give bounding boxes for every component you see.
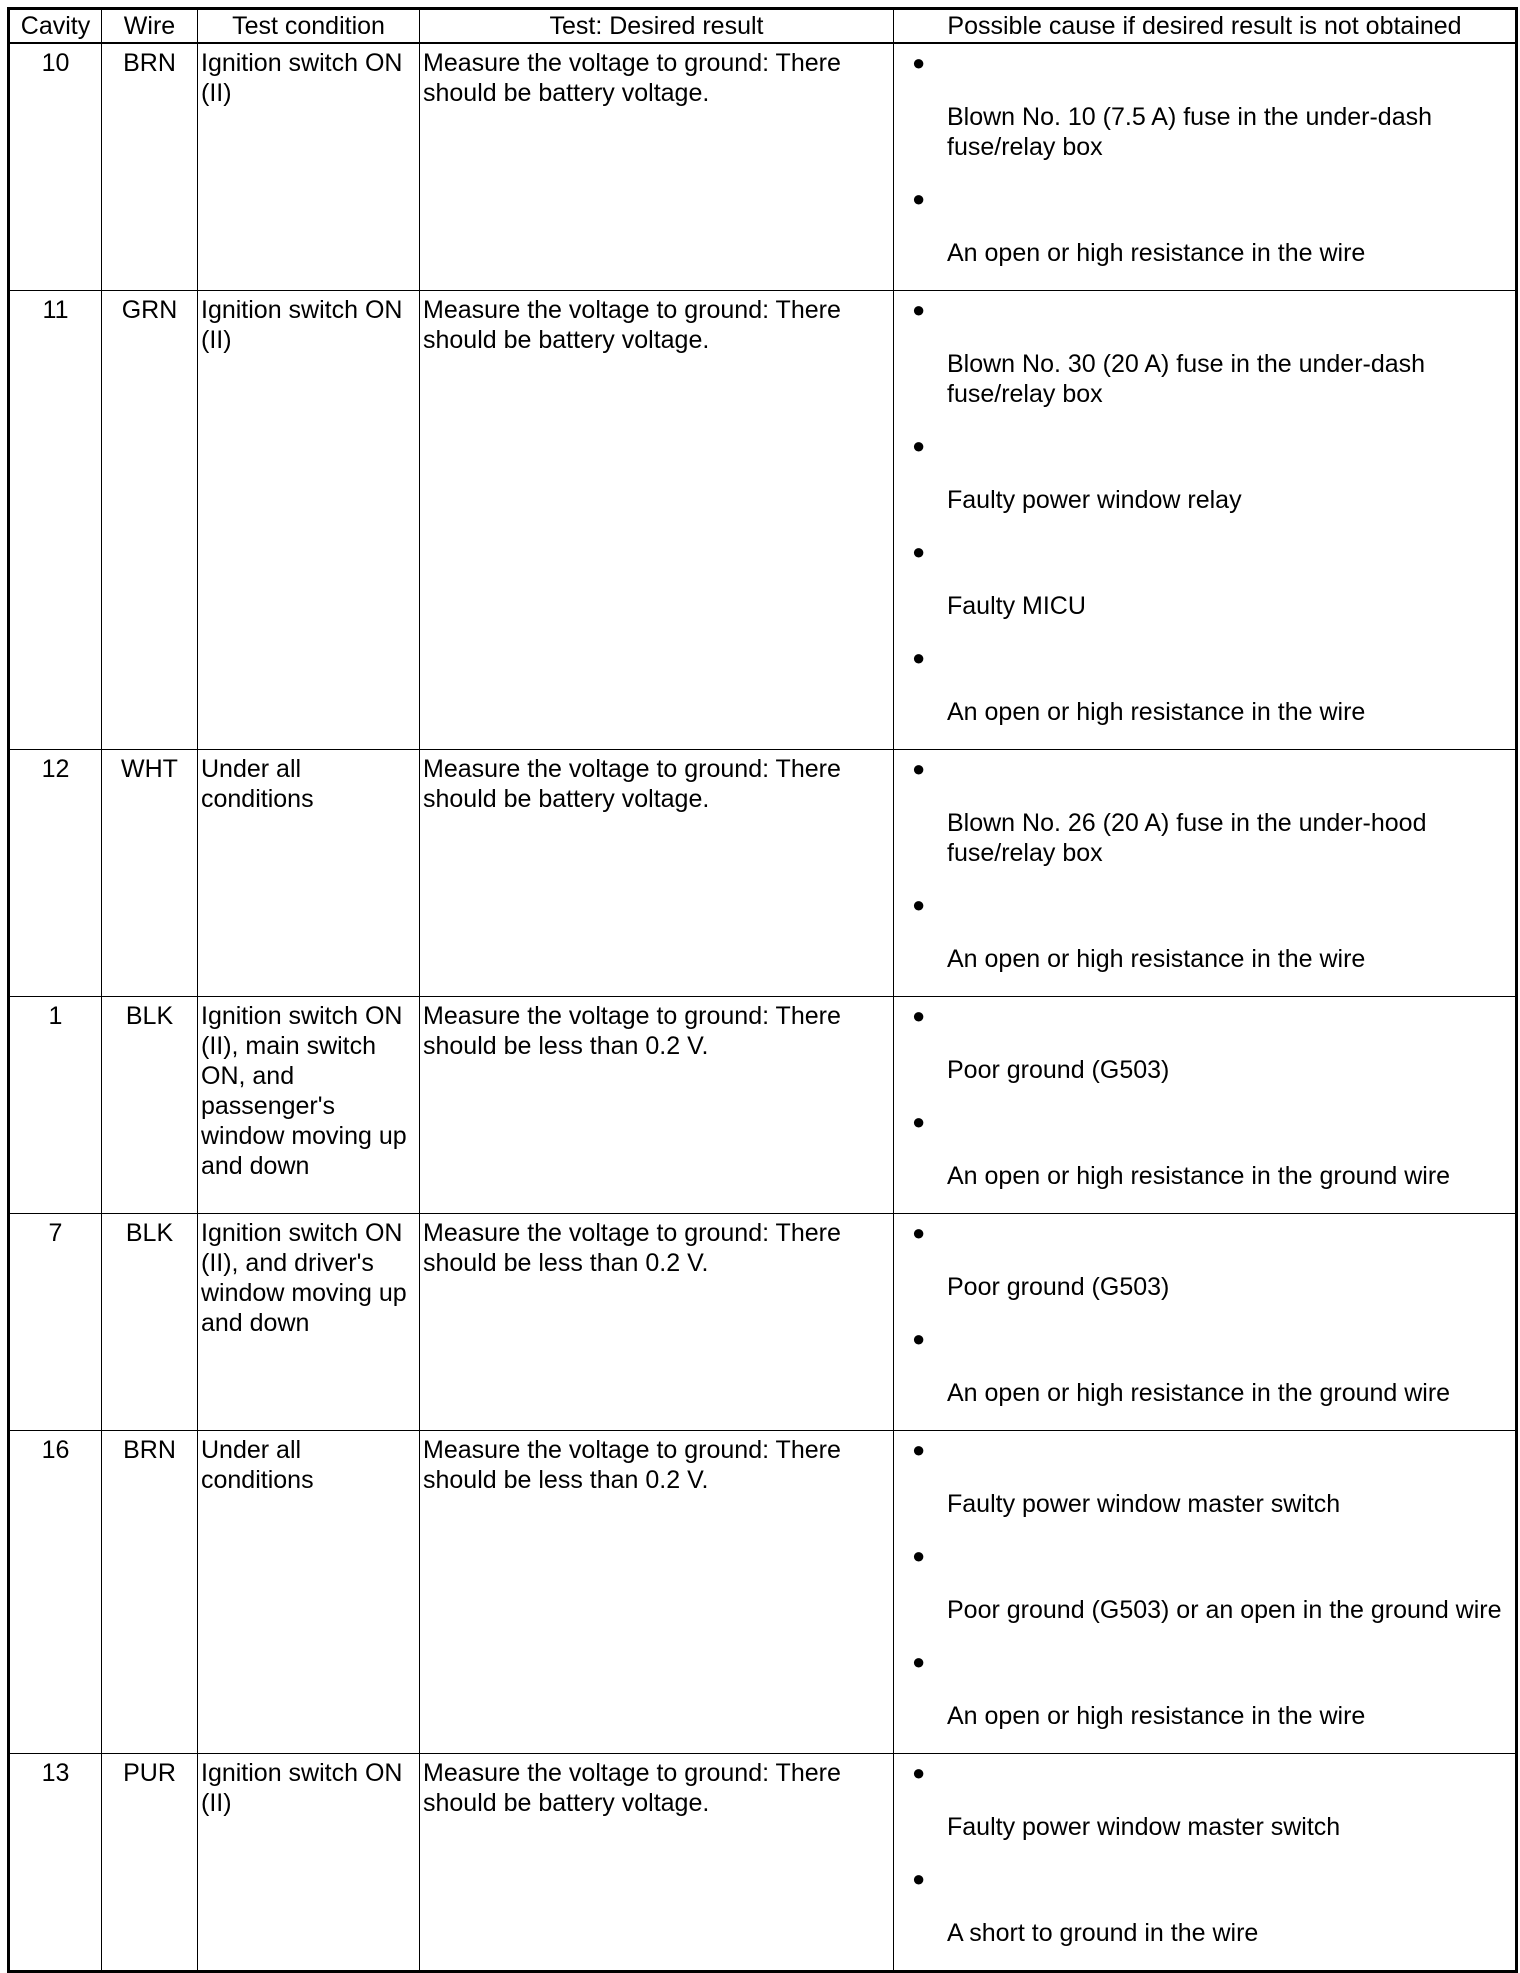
table-header-row bbox=[9, 9, 1517, 44]
cause-item bbox=[912, 295, 1507, 409]
cause-text: Blown No. 26 (20 A) fuse in the under-hood fuse/relay box bbox=[947, 809, 1427, 867]
test-result-cell: Measure the voltage to ground: There should be battery voltage. bbox=[420, 750, 894, 997]
bullet-icon: ● bbox=[912, 1437, 926, 1462]
cause-item bbox=[912, 643, 1507, 727]
table-row bbox=[9, 43, 1517, 291]
cavity-cell: 12 bbox=[9, 750, 102, 997]
cause-text: A short to ground in the wire bbox=[947, 1919, 1259, 1947]
test-condition-cell: Under all conditions bbox=[198, 1431, 420, 1754]
cause-item bbox=[912, 48, 1507, 162]
table-row bbox=[9, 1431, 1517, 1754]
bullet-icon: ● bbox=[912, 433, 926, 458]
possible-cause-cell bbox=[894, 1214, 1517, 1431]
cause-text: Poor ground (G503) or an open in the ground wire bbox=[947, 1596, 1502, 1624]
bullet-icon: ● bbox=[912, 186, 926, 211]
cause-item bbox=[912, 1218, 1507, 1302]
test-condition-cell: Ignition switch ON (II), main switch ON, and passenger's window moving up and down bbox=[198, 997, 420, 1214]
cause-text: An open or high resistance in the ground wire bbox=[947, 1379, 1451, 1407]
wire-cell: WHT bbox=[102, 750, 198, 997]
test-condition-cell: Ignition switch ON (II) bbox=[198, 291, 420, 750]
cause-item bbox=[912, 890, 1507, 974]
cause-text: Blown No. 30 (20 A) fuse in the under-dash fuse/relay box bbox=[947, 350, 1426, 408]
wire-cell: BRN bbox=[102, 1431, 198, 1754]
document-sheet bbox=[7, 7, 1515, 1947]
wire-cell: BLK bbox=[102, 1214, 198, 1431]
table-row bbox=[9, 1214, 1517, 1431]
cavity-cell: 16 bbox=[9, 1431, 102, 1754]
cause-text: An open or high resistance in the wire bbox=[947, 945, 1366, 973]
cause-text: Faulty power window relay bbox=[947, 486, 1242, 514]
cause-item bbox=[912, 1324, 1507, 1408]
cause-text: Faulty power window master switch bbox=[947, 1813, 1341, 1841]
bullet-icon: ● bbox=[912, 1760, 926, 1785]
test-result-cell: Measure the voltage to ground: There should be battery voltage. bbox=[420, 43, 894, 291]
cause-text: Blown No. 10 (7.5 A) fuse in the under-dash fuse/relay box bbox=[947, 103, 1433, 161]
bullet-icon: ● bbox=[912, 645, 926, 670]
wire-cell: GRN bbox=[102, 291, 198, 750]
cause-text: Poor ground (G503) bbox=[947, 1056, 1170, 1084]
cavity-cell: 7 bbox=[9, 1214, 102, 1431]
possible-cause-cell bbox=[894, 43, 1517, 291]
cavity-cell: 13 bbox=[9, 1754, 102, 1972]
possible-cause-cell bbox=[894, 997, 1517, 1214]
test-result-cell: Measure the voltage to ground: There should be less than 0.2 V. bbox=[420, 1431, 894, 1754]
cause-item bbox=[912, 754, 1507, 868]
test-condition-cell: Ignition switch ON (II) bbox=[198, 1754, 420, 1972]
wire-cell: BLK bbox=[102, 997, 198, 1214]
test-condition-cell: Ignition switch ON (II) bbox=[198, 43, 420, 291]
test-result-cell: Measure the voltage to ground: There should be battery voltage. bbox=[420, 291, 894, 750]
cause-item bbox=[912, 1864, 1507, 1948]
diagnostic-table bbox=[7, 7, 1518, 1973]
cause-item bbox=[912, 1107, 1507, 1191]
bullet-icon: ● bbox=[912, 1866, 926, 1891]
header-test-result: Test: Desired result bbox=[420, 9, 894, 44]
cause-text: Faulty MICU bbox=[947, 592, 1086, 620]
cause-item bbox=[912, 1758, 1507, 1842]
test-result-cell: Measure the voltage to ground: There should be battery voltage. bbox=[420, 1754, 894, 1972]
cause-text: An open or high resistance in the wire bbox=[947, 239, 1366, 267]
bullet-icon: ● bbox=[912, 539, 926, 564]
bullet-icon: ● bbox=[912, 1543, 926, 1568]
bullet-icon: ● bbox=[912, 892, 926, 917]
test-result-cell: Measure the voltage to ground: There should be less than 0.2 V. bbox=[420, 997, 894, 1214]
header-cavity: Cavity bbox=[9, 9, 102, 44]
table-row bbox=[9, 291, 1517, 750]
cause-text: An open or high resistance in the wire bbox=[947, 698, 1366, 726]
cavity-cell: 11 bbox=[9, 291, 102, 750]
cause-item bbox=[912, 184, 1507, 268]
cause-item bbox=[912, 431, 1507, 515]
cause-item bbox=[912, 1435, 1507, 1519]
header-possible-cause: Possible cause if desired result is not obtained bbox=[894, 9, 1517, 44]
test-condition-cell: Under all conditions bbox=[198, 750, 420, 997]
cause-item bbox=[912, 1541, 1507, 1625]
bullet-icon: ● bbox=[912, 756, 926, 781]
bullet-icon: ● bbox=[912, 1220, 926, 1245]
cause-item bbox=[912, 1001, 1507, 1085]
possible-cause-cell bbox=[894, 1431, 1517, 1754]
bullet-icon: ● bbox=[912, 1649, 926, 1674]
bullet-icon: ● bbox=[912, 297, 926, 322]
table-row bbox=[9, 750, 1517, 997]
cause-text: Poor ground (G503) bbox=[947, 1273, 1170, 1301]
bullet-icon: ● bbox=[912, 1326, 926, 1351]
bullet-icon: ● bbox=[912, 1003, 926, 1028]
cause-item bbox=[912, 537, 1507, 621]
header-wire: Wire bbox=[102, 9, 198, 44]
possible-cause-cell bbox=[894, 291, 1517, 750]
cause-item bbox=[912, 1647, 1507, 1731]
cavity-cell: 1 bbox=[9, 997, 102, 1214]
cause-text: An open or high resistance in the wire bbox=[947, 1702, 1366, 1730]
test-result-cell: Measure the voltage to ground: There should be less than 0.2 V. bbox=[420, 1214, 894, 1431]
header-test-condition: Test condition bbox=[198, 9, 420, 44]
cause-text: Faulty power window master switch bbox=[947, 1490, 1341, 1518]
bullet-icon: ● bbox=[912, 1109, 926, 1134]
wire-cell: PUR bbox=[102, 1754, 198, 1972]
possible-cause-cell bbox=[894, 1754, 1517, 1972]
possible-cause-cell bbox=[894, 750, 1517, 997]
cavity-cell: 10 bbox=[9, 43, 102, 291]
table-row bbox=[9, 1754, 1517, 1972]
test-condition-cell: Ignition switch ON (II), and driver's window moving up and down bbox=[198, 1214, 420, 1431]
wire-cell: BRN bbox=[102, 43, 198, 291]
bullet-icon: ● bbox=[912, 50, 926, 75]
cause-text: An open or high resistance in the ground wire bbox=[947, 1162, 1451, 1190]
table-row bbox=[9, 997, 1517, 1214]
